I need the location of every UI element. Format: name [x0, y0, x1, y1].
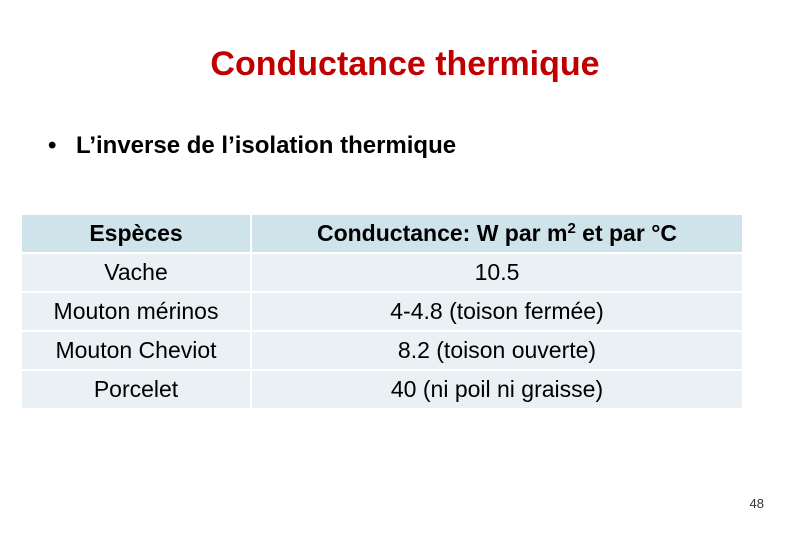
species-cell: Vache — [21, 253, 251, 292]
table-row — [21, 253, 743, 292]
header-conductance — [251, 214, 743, 253]
header-species: Espèces — [21, 214, 251, 253]
conductance-table — [20, 213, 744, 410]
conductance-cell: 10.5 — [251, 253, 743, 292]
slide-title: Conductance thermique — [210, 45, 600, 83]
page-number: 48 — [749, 496, 764, 511]
bullet-text: L’inverse de l’isolation thermique — [76, 132, 457, 159]
table-header-row — [21, 214, 743, 253]
table-row — [21, 292, 743, 331]
species-cell: Porcelet — [21, 370, 251, 409]
species-cell: Mouton Cheviot — [21, 331, 251, 370]
table-row — [21, 331, 743, 370]
conductance-cell: 40 (ni poil ni graisse) — [251, 370, 743, 409]
bullet-marker: • — [48, 132, 57, 159]
header-conductance-unit: et par °C — [575, 220, 678, 246]
table-row — [21, 370, 743, 409]
conductance-cell: 8.2 (toison ouverte) — [251, 331, 743, 370]
header-conductance-text: Conductance: W par m — [316, 220, 568, 246]
header-conductance-exponent: 2 — [567, 220, 576, 237]
species-cell: Mouton mérinos — [21, 292, 251, 331]
conductance-cell: 4-4.8 (toison fermée) — [251, 292, 743, 331]
bullet-item — [48, 132, 456, 161]
